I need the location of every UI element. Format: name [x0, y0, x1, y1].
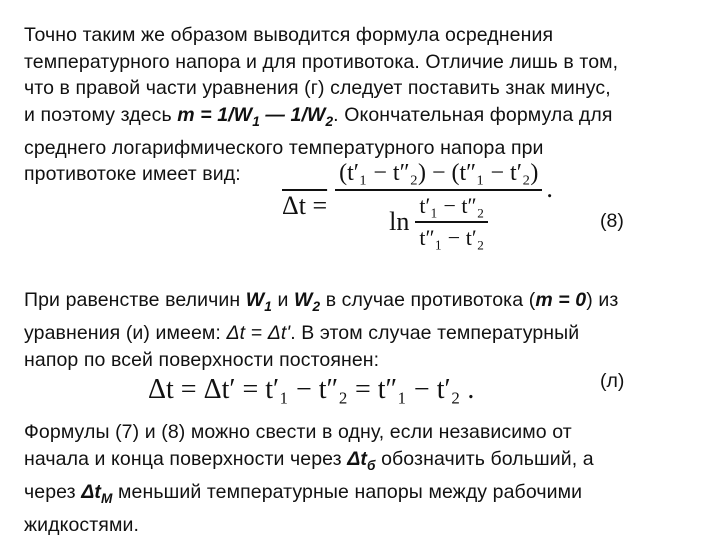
text-line: [24, 320, 696, 347]
main-numerator: (t′₁ − t″₂) − (t″₁ − t′₂): [335, 160, 542, 191]
inner-denominator: t″₁ − t′₂: [419, 225, 485, 250]
formula-m0: m = 0: [535, 289, 587, 311]
main-denominator: [385, 191, 492, 251]
text-line: [24, 446, 696, 479]
text-fragment: . В этом случае температурный: [290, 322, 580, 345]
equation-lhs: Δt =: [282, 190, 328, 220]
subscript: б: [367, 457, 376, 473]
equation-number-8: (8): [600, 210, 624, 232]
subscript: М: [101, 490, 113, 506]
equation-8: [282, 160, 553, 251]
text-fragment: . Окончательная формула для: [333, 103, 613, 126]
equation-period: .: [546, 174, 553, 203]
text-fragment: обозначить больший, а: [375, 447, 594, 470]
symbol-dt-small: Δt: [81, 480, 102, 503]
text-fragment: При равенстве величин: [24, 289, 246, 311]
subscript: 1: [252, 113, 260, 129]
text-line: температурного напора и для противотока. Отличие лишь в том,: [24, 50, 619, 73]
text-line: Формулы (7) и (8) можно свести в одну, если независимо от: [24, 421, 572, 443]
text-line: напор по всей поверхности постоянен:: [24, 348, 380, 371]
subscript: 2: [325, 113, 334, 129]
ln-operator: ln: [389, 207, 410, 236]
text-line: противотоке имеет вид:: [24, 163, 241, 186]
formula-m: m = 1/W: [177, 103, 253, 126]
symbol-dt-big: Δt: [347, 447, 368, 470]
text-fragment: меньший температурные напоры между рабочими: [112, 480, 583, 503]
paragraph-equal-capacities: [24, 287, 696, 373]
text-fragment: начала и конца поверхности через: [24, 447, 348, 470]
text-line: [24, 102, 696, 135]
inner-numerator: t′₁ − t″₂: [415, 193, 488, 223]
formula-dash: — 1/W: [259, 103, 326, 126]
text-line: что в правой части уравнения (г) следует поставить знак минус,: [24, 77, 611, 99]
symbol-w1: W: [245, 289, 265, 311]
equation-number-l: (л): [600, 370, 625, 392]
text-fragment: через: [24, 480, 82, 503]
text-line: жидкостями.: [24, 514, 139, 537]
text-line: [24, 287, 696, 320]
subscript: 1: [264, 298, 272, 314]
text-fragment: ) из: [586, 289, 619, 311]
text-fragment: и: [271, 289, 294, 311]
inner-fraction: [415, 193, 488, 251]
paragraph-conclusion: [24, 419, 696, 539]
equation-l: Δt = Δt′ = t′₁ − t″₂ = t″₁ − t′₂ .: [148, 374, 475, 405]
symbol-w2: W: [293, 289, 313, 311]
text-line: [24, 479, 696, 512]
text-fragment: в случае противотока (: [320, 289, 536, 311]
text-fragment: уравнения (и) имеем:: [24, 322, 227, 345]
formula-dt: Δt = Δt': [226, 322, 291, 345]
text-line: Точно таким же образом выводится формула осреднения: [24, 24, 554, 46]
text-fragment: и поэтому здесь: [24, 103, 178, 126]
main-fraction: [335, 160, 542, 251]
text-line: среднего логарифмического температурного напора при: [24, 136, 544, 159]
subscript: 2: [312, 298, 321, 314]
